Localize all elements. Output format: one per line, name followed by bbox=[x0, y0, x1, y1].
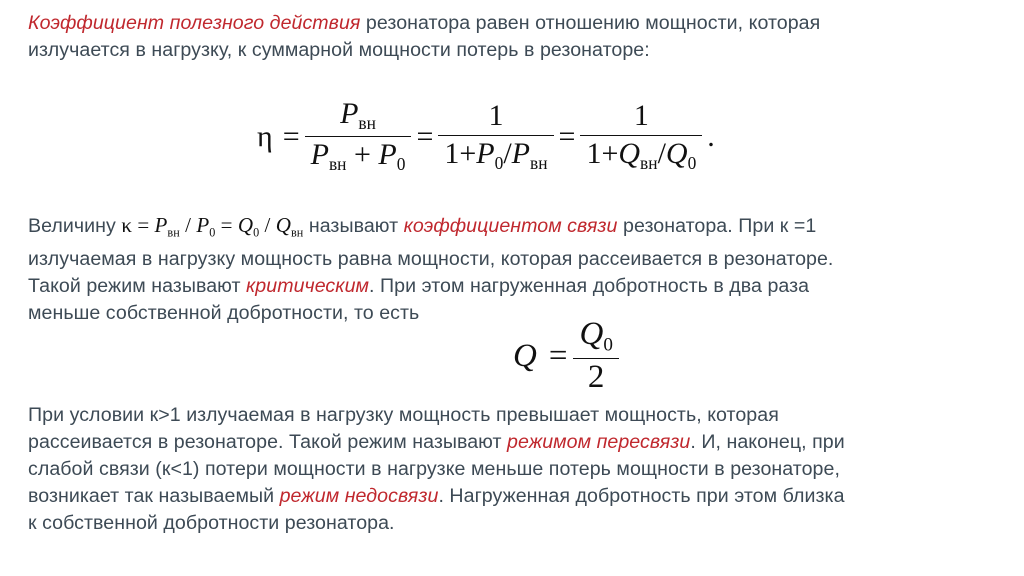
equals-sign: = bbox=[558, 119, 576, 153]
paragraph-efficiency-definition bbox=[28, 10, 1003, 64]
efficiency-formula bbox=[252, 96, 720, 178]
loaded-quality-formula bbox=[507, 316, 619, 397]
equals-sign: = bbox=[282, 119, 300, 153]
fraction-power-ratio bbox=[305, 96, 412, 178]
denominator: 2 bbox=[587, 358, 605, 395]
term-undercoupling: режим недосвязи bbox=[279, 485, 439, 507]
equals-sign: = bbox=[548, 337, 568, 374]
text-line: излучаемая в нагрузку мощность равна мощности, которая рассеивается в резонаторе. bbox=[28, 248, 834, 271]
denominator: $P_{вн} + P_0$ bbox=[310, 138, 406, 175]
q-symbol: Q bbox=[513, 337, 537, 374]
period: . bbox=[707, 119, 715, 153]
text-line: излучается в нагрузку, к суммарной мощности потерь в резонаторе: bbox=[28, 39, 650, 61]
denominator: $1+Q_{вн}/Q_0$ bbox=[586, 136, 697, 173]
denominator: $1+P_0/P_{вн}$ bbox=[444, 136, 548, 173]
fraction-quality-form bbox=[580, 98, 702, 176]
eta-symbol: η bbox=[257, 119, 273, 153]
numerator: 1 bbox=[438, 98, 553, 136]
text-line: возникает так называемый режим недосвязи. Нагруженная добротность при этом близка bbox=[28, 485, 845, 507]
fraction-power-form bbox=[438, 98, 553, 176]
numerator: $Q_0$ bbox=[573, 316, 618, 359]
paragraph-coupling-modes bbox=[28, 402, 1003, 537]
text-line: При условии к>1 излучаемая в нагрузку мощность превышает мощность, которая bbox=[28, 404, 779, 426]
equals-sign: = bbox=[416, 119, 434, 153]
text-line: к собственной добротности резонатора. bbox=[28, 512, 395, 534]
numerator: 1 bbox=[580, 98, 702, 136]
text-line: слабой связи (к<1) потери мощности в нагрузке меньше потерь мощности в резонаторе, bbox=[28, 458, 840, 480]
text-fragment: резонатора равен отношению мощности, которая bbox=[360, 12, 821, 34]
text-line: рассеивается в резонаторе. Такой режим называют режимом пересвязи. И, наконец, при bbox=[28, 431, 845, 453]
fraction-q0-over-2 bbox=[573, 316, 618, 397]
term-overcoupling: режимом пересвязи bbox=[507, 431, 691, 453]
term-critical: критическим bbox=[246, 275, 370, 298]
text-line: Величину $\kappa = P_{вн} / P_0 = Q_0 / Q_{вн}$ называют коэффициентом связи резонатора. При к =1 bbox=[28, 213, 817, 240]
text-line: Такой режим называют критическим. При этом нагруженная добротность в два раза bbox=[28, 275, 810, 298]
term-efficiency: Коэффициент полезного действия bbox=[28, 12, 361, 34]
numerator: $P_{вн}$ bbox=[305, 96, 412, 137]
text-line: меньше собственной добротности, то есть bbox=[28, 302, 420, 325]
text-line bbox=[28, 10, 1003, 37]
paragraph-coupling-coefficient bbox=[28, 212, 1003, 327]
term-coupling-coefficient: коэффициентом связи bbox=[403, 215, 618, 237]
kappa-inline-formula: $\kappa = P_{вн} / P_0 = Q_0 / Q_{вн}$ bbox=[121, 213, 304, 240]
